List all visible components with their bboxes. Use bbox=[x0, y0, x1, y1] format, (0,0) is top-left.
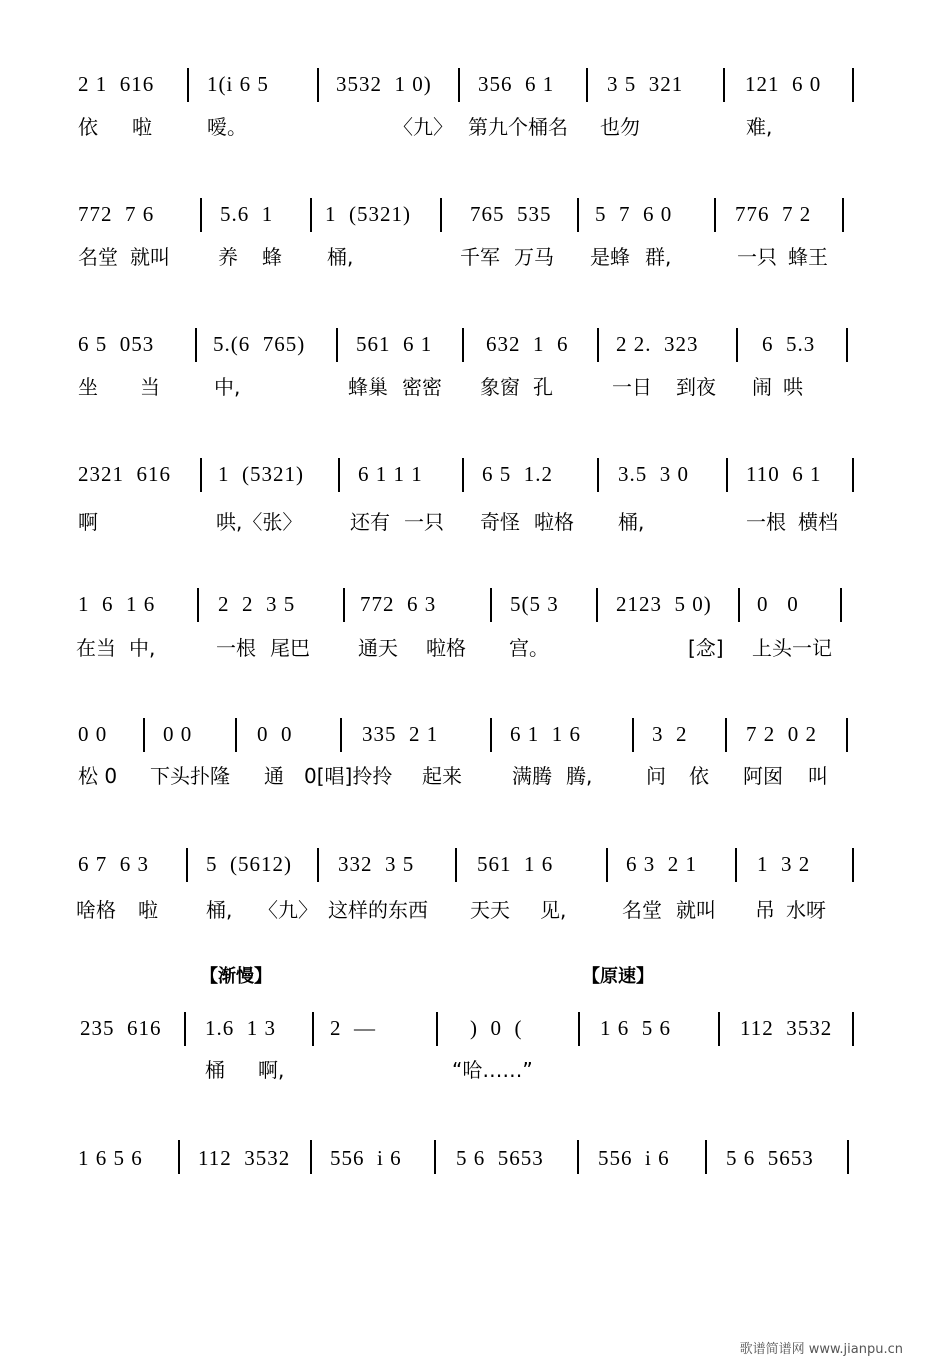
barline bbox=[338, 458, 340, 492]
barline bbox=[842, 198, 844, 232]
score-row-4 bbox=[0, 450, 925, 540]
lyric: 一根 bbox=[746, 510, 786, 534]
barline bbox=[310, 1140, 312, 1174]
lyric: 一根 bbox=[216, 636, 256, 660]
lyric: 依 bbox=[689, 764, 709, 788]
lyric: 桶 bbox=[205, 1058, 225, 1082]
measure: 0 0 bbox=[257, 722, 293, 746]
lyric: 上头一记 bbox=[752, 636, 832, 660]
lyric: 腾, bbox=[566, 764, 593, 788]
lyric: 一只 bbox=[737, 245, 777, 269]
barline bbox=[714, 198, 716, 232]
measure: 1 3 2 bbox=[757, 852, 811, 876]
lyric: 水呀 bbox=[786, 898, 826, 922]
barline bbox=[310, 198, 312, 232]
measure: ) 0 ( bbox=[470, 1016, 523, 1040]
lyric: 啦格 bbox=[426, 636, 466, 660]
measure: 1 (5321) bbox=[218, 462, 304, 486]
lyric: 第九个桶名 bbox=[468, 115, 568, 139]
measure: 561 6 1 bbox=[356, 332, 433, 356]
measure: 112 3532 bbox=[198, 1146, 291, 1170]
lyric: 问 bbox=[646, 764, 666, 788]
measure: 121 6 0 bbox=[745, 72, 822, 96]
measure: 6 7 6 3 bbox=[78, 852, 149, 876]
lyric: 横档 bbox=[798, 510, 838, 534]
barline bbox=[852, 848, 854, 882]
barline bbox=[738, 588, 740, 622]
measure: 0 0 bbox=[757, 592, 799, 616]
lyric: 是蜂 bbox=[590, 245, 630, 269]
lyric: 啊 bbox=[78, 510, 98, 534]
barline bbox=[846, 718, 848, 752]
measure: 235 616 bbox=[80, 1016, 162, 1040]
lyric: 嗳。 bbox=[207, 115, 247, 139]
barline bbox=[200, 198, 202, 232]
measure: 0 0 bbox=[163, 722, 193, 746]
barline bbox=[596, 588, 598, 622]
score-row-1 bbox=[0, 60, 925, 150]
measure: 0 0 bbox=[78, 722, 108, 746]
lyric: 到夜 bbox=[676, 375, 716, 399]
barline bbox=[186, 848, 188, 882]
measure: 561 1 6 bbox=[477, 852, 554, 876]
measure: 3.5 3 0 bbox=[618, 462, 689, 486]
measure: 6 5.3 bbox=[762, 332, 816, 356]
score-row-6 bbox=[0, 710, 925, 800]
lyric: 0[唱]拎拎 bbox=[304, 764, 393, 788]
lyric: 天天 bbox=[470, 898, 510, 922]
lyric: 尾巴 bbox=[270, 636, 310, 660]
barline bbox=[736, 328, 738, 362]
barline bbox=[726, 458, 728, 492]
lyric: 啊, bbox=[258, 1058, 285, 1082]
barline bbox=[458, 68, 460, 102]
lyric: “哈……” bbox=[452, 1058, 533, 1082]
barline bbox=[462, 458, 464, 492]
lyric: 啥格 bbox=[76, 898, 116, 922]
measure: 765 535 bbox=[470, 202, 552, 226]
lyric: 蜂王 bbox=[788, 245, 828, 269]
barline bbox=[597, 458, 599, 492]
measure: 776 7 2 bbox=[735, 202, 812, 226]
barline bbox=[197, 588, 199, 622]
lyric: 桶, bbox=[618, 510, 645, 534]
lyric: 蜂 bbox=[262, 245, 282, 269]
measure: 772 6 3 bbox=[360, 592, 437, 616]
measure: 6 1 1 1 bbox=[358, 462, 423, 486]
lyric: 难, bbox=[746, 115, 773, 139]
lyric: 千军 bbox=[460, 245, 500, 269]
score-row-3 bbox=[0, 320, 925, 410]
measure: 772 7 6 bbox=[78, 202, 155, 226]
measure: 112 3532 bbox=[740, 1016, 833, 1040]
lyric: 名堂 bbox=[622, 898, 662, 922]
lyric: 养 bbox=[218, 245, 238, 269]
lyric: 松 0 bbox=[78, 764, 118, 788]
lyric: 通 bbox=[264, 764, 284, 788]
barline bbox=[723, 68, 725, 102]
measure: 7 2 0 2 bbox=[746, 722, 817, 746]
barline bbox=[317, 848, 319, 882]
barline bbox=[184, 1012, 186, 1046]
lyric: 依 bbox=[78, 115, 98, 139]
watermark: 歌谱简谱网 www.jianpu.cn bbox=[739, 1342, 903, 1357]
measure: 632 1 6 bbox=[486, 332, 569, 356]
measure: 6 1 1 6 bbox=[510, 722, 581, 746]
lyric: 群, bbox=[645, 245, 672, 269]
measure: 1(i 6 5 bbox=[207, 72, 269, 96]
lyric: 密密 bbox=[402, 375, 442, 399]
measure: 3 5 321 bbox=[607, 72, 684, 96]
lyric: 满腾 bbox=[512, 764, 552, 788]
measure: 5 7 6 0 bbox=[595, 202, 673, 226]
lyric: 中, bbox=[129, 636, 156, 660]
barline bbox=[847, 1140, 849, 1174]
measure: 332 3 5 bbox=[338, 852, 415, 876]
lyric: 中, bbox=[214, 375, 241, 399]
score-row-2 bbox=[0, 190, 925, 280]
measure: 2 2 3 5 bbox=[218, 592, 296, 616]
measure: 1 6 5 6 bbox=[600, 1016, 671, 1040]
lyric: 啦 bbox=[132, 115, 152, 139]
lyric: 〈九〉 bbox=[258, 898, 318, 922]
measure: 2 — bbox=[330, 1016, 376, 1040]
score-row-9 bbox=[0, 1136, 925, 1186]
barline bbox=[586, 68, 588, 102]
barline bbox=[143, 718, 145, 752]
lyric: 在当 bbox=[76, 636, 116, 660]
measure: 335 2 1 bbox=[362, 722, 439, 746]
barline bbox=[606, 848, 608, 882]
lyric: 啦格 bbox=[534, 510, 574, 534]
measure: 2 1 616 bbox=[78, 72, 155, 96]
measure: 5(5 3 bbox=[510, 592, 559, 616]
lyric: 孔 bbox=[533, 375, 553, 399]
lyric: 就叫 bbox=[676, 898, 716, 922]
lyric: 奇怪 bbox=[480, 510, 520, 534]
measure: 3 2 bbox=[652, 722, 688, 746]
barline bbox=[436, 1012, 438, 1046]
barline bbox=[462, 328, 464, 362]
barline bbox=[852, 458, 854, 492]
lyric: 象窗 bbox=[480, 375, 520, 399]
measure: 2 2. 323 bbox=[616, 332, 699, 356]
measure: 3532 1 0) bbox=[336, 72, 432, 96]
barline bbox=[846, 328, 848, 362]
measure: 1 6 5 6 bbox=[78, 1146, 143, 1170]
barline bbox=[340, 718, 342, 752]
lyric: 宫。 bbox=[509, 636, 549, 660]
barline bbox=[490, 588, 492, 622]
barline bbox=[735, 848, 737, 882]
lyric: 闹 bbox=[752, 375, 772, 399]
barline bbox=[187, 68, 189, 102]
lyric: 就叫 bbox=[130, 245, 170, 269]
barline bbox=[455, 848, 457, 882]
lyric: 下头扑隆 bbox=[150, 764, 230, 788]
barline bbox=[577, 198, 579, 232]
barline bbox=[343, 588, 345, 622]
barline bbox=[725, 718, 727, 752]
lyric: 啦 bbox=[138, 898, 158, 922]
lyric: 吊 bbox=[755, 898, 775, 922]
tempo-marking-original: 【原速】 bbox=[582, 966, 654, 987]
lyric: 见, bbox=[540, 898, 567, 922]
barline bbox=[718, 1012, 720, 1046]
lyric: 蜂巢 bbox=[348, 375, 388, 399]
barline bbox=[195, 328, 197, 362]
measure: 5 6 5653 bbox=[726, 1146, 814, 1170]
tempo-marking-slowing: 【渐慢】 bbox=[200, 966, 272, 987]
barline bbox=[317, 68, 319, 102]
barline bbox=[336, 328, 338, 362]
barline bbox=[178, 1140, 180, 1174]
lyric: 一只 bbox=[404, 510, 444, 534]
measure: 556 i 6 bbox=[330, 1146, 402, 1170]
barline bbox=[578, 1012, 580, 1046]
measure: 6 5 053 bbox=[78, 332, 155, 356]
barline bbox=[434, 1140, 436, 1174]
barline bbox=[312, 1012, 314, 1046]
measure: 5.6 1 bbox=[220, 202, 274, 226]
lyric: 哄,〈张〉 bbox=[216, 510, 303, 534]
lyric: 桶, bbox=[327, 245, 354, 269]
barline bbox=[490, 718, 492, 752]
barline bbox=[852, 1012, 854, 1046]
score-row-7 bbox=[0, 840, 925, 930]
lyric: 也勿 bbox=[600, 115, 640, 139]
lyric: 当 bbox=[140, 375, 160, 399]
barline bbox=[852, 68, 854, 102]
measure: 5.(6 765) bbox=[213, 332, 306, 356]
measure: 1.6 1 3 bbox=[205, 1016, 276, 1040]
measure: 2123 5 0) bbox=[616, 592, 712, 616]
lyric: 起来 bbox=[422, 764, 462, 788]
barline bbox=[440, 198, 442, 232]
barline bbox=[705, 1140, 707, 1174]
measure: 5 6 5653 bbox=[456, 1146, 544, 1170]
barline bbox=[200, 458, 202, 492]
measure: 5 (5612) bbox=[206, 852, 292, 876]
lyric: 通天 bbox=[358, 636, 398, 660]
score-row-5 bbox=[0, 580, 925, 670]
lyric: 坐 bbox=[78, 375, 98, 399]
lyric: 万马 bbox=[514, 245, 554, 269]
barline bbox=[597, 328, 599, 362]
measure: 1 (5321) bbox=[325, 202, 411, 226]
lyric: 〈九〉 bbox=[393, 115, 453, 139]
measure: 1 6 1 6 bbox=[78, 592, 156, 616]
lyric: [念] bbox=[688, 636, 724, 660]
lyric: 还有 bbox=[350, 510, 390, 534]
lyric: 阿囡 bbox=[743, 764, 783, 788]
measure: 2321 616 bbox=[78, 462, 171, 486]
measure: 6 5 1.2 bbox=[482, 462, 553, 486]
measure: 110 6 1 bbox=[746, 462, 822, 486]
measure: 356 6 1 bbox=[478, 72, 555, 96]
barline bbox=[235, 718, 237, 752]
barline bbox=[577, 1140, 579, 1174]
score-row-8 bbox=[0, 960, 925, 1090]
lyric: 哄 bbox=[783, 375, 803, 399]
lyric: 名堂 bbox=[78, 245, 118, 269]
measure: 556 i 6 bbox=[598, 1146, 670, 1170]
barline bbox=[632, 718, 634, 752]
measure: 6 3 2 1 bbox=[626, 852, 697, 876]
lyric: 这样的东西 bbox=[328, 898, 428, 922]
barline bbox=[840, 588, 842, 622]
lyric: 叫 bbox=[808, 764, 828, 788]
lyric: 桶, bbox=[206, 898, 233, 922]
lyric: 一日 bbox=[612, 375, 652, 399]
